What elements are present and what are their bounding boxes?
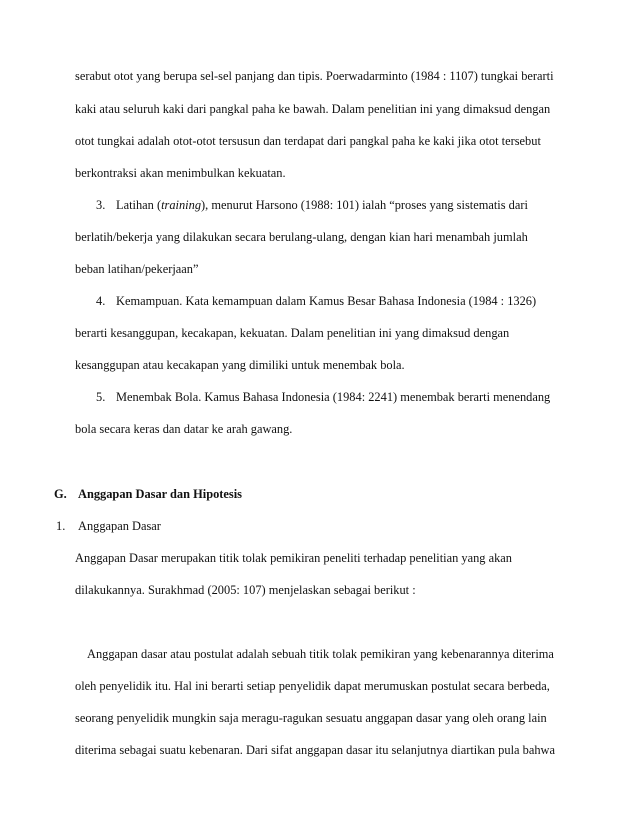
item3-line-3: beban latihan/pekerjaan” <box>75 262 199 276</box>
item3-number: 3. <box>96 198 106 212</box>
item4-line-2: berarti kesanggupan, kecakapan, kekuatan. Dalam penelitian ini yang dimaksud dengan <box>75 326 510 340</box>
item3-first-line <box>116 197 528 213</box>
section-g-label: G. <box>54 487 67 501</box>
para2-line-2: dilakukannya. Surakhmad (2005: 107) menjelaskan sebagai berikut : <box>75 583 416 597</box>
item3-text-post: ), menurut Harsono (1988: 101) ialah “proses yang sistematis dari <box>201 198 528 212</box>
item5-number: 5. <box>96 390 106 404</box>
item3-line-2: berlatih/bekerja yang dilakukan secara berulang-ulang, dengan kian hari menambah jumlah <box>75 230 528 244</box>
item4-number: 4. <box>96 294 106 308</box>
para1-line-2: kaki atau seluruh kaki dari pangkal paha ke bawah. Dalam penelitian ini yang dimaksud dengan <box>75 102 551 116</box>
section-g-title: Anggapan Dasar dan Hipotesis <box>78 487 242 501</box>
item3-text-italic: training <box>161 198 202 212</box>
quote-line-2: oleh penyelidik itu. Hal ini berarti setiap penyelidik dapat merumuskan postulat secara berbeda, <box>75 679 550 693</box>
para2-line-1: Anggapan Dasar merupakan titik tolak pemikiran peneliti terhadap penelitian yang akan <box>75 551 512 565</box>
para1-line-3: otot tungkai adalah otot-otot tersusun dan terdapat dari pangkal paha ke kaki jika otot tersebut <box>75 134 541 148</box>
item5-first-line: Menembak Bola. Kamus Bahasa Indonesia (1984: 2241) menembak berarti menendang <box>116 390 551 404</box>
subsection-1-number: 1. <box>56 519 66 533</box>
item5-line-2: bola secara keras dan datar ke arah gawang. <box>75 422 293 436</box>
para1-line-1: serabut otot yang berupa sel-sel panjang dan tipis. Poerwadarminto (1984 : 1107) tungkai berarti <box>75 69 554 83</box>
quote-line-1: Anggapan dasar atau postulat adalah sebuah titik tolak pemikiran yang kebenarannya diterima <box>87 647 554 661</box>
item4-first-line: Kemampuan. Kata kemampuan dalam Kamus Besar Bahasa Indonesia (1984 : 1326) <box>116 294 537 308</box>
item3-text-pre: Latihan ( <box>116 198 162 212</box>
subsection-1-title: Anggapan Dasar <box>78 519 161 533</box>
quote-line-3: seorang penyelidik mungkin saja meragu-ragukan sesuatu anggapan dasar yang oleh orang lain <box>75 711 547 725</box>
item4-line-3: kesanggupan atau kecakapan yang dimiliki untuk menembak bola. <box>75 358 405 372</box>
para1-line-4: berkontraksi akan menimbulkan kekuatan. <box>75 166 286 180</box>
quote-line-4: diterima sebagai suatu kebenaran. Dari sifat anggapan dasar itu selanjutnya diartikan pula bahwa <box>75 743 555 757</box>
